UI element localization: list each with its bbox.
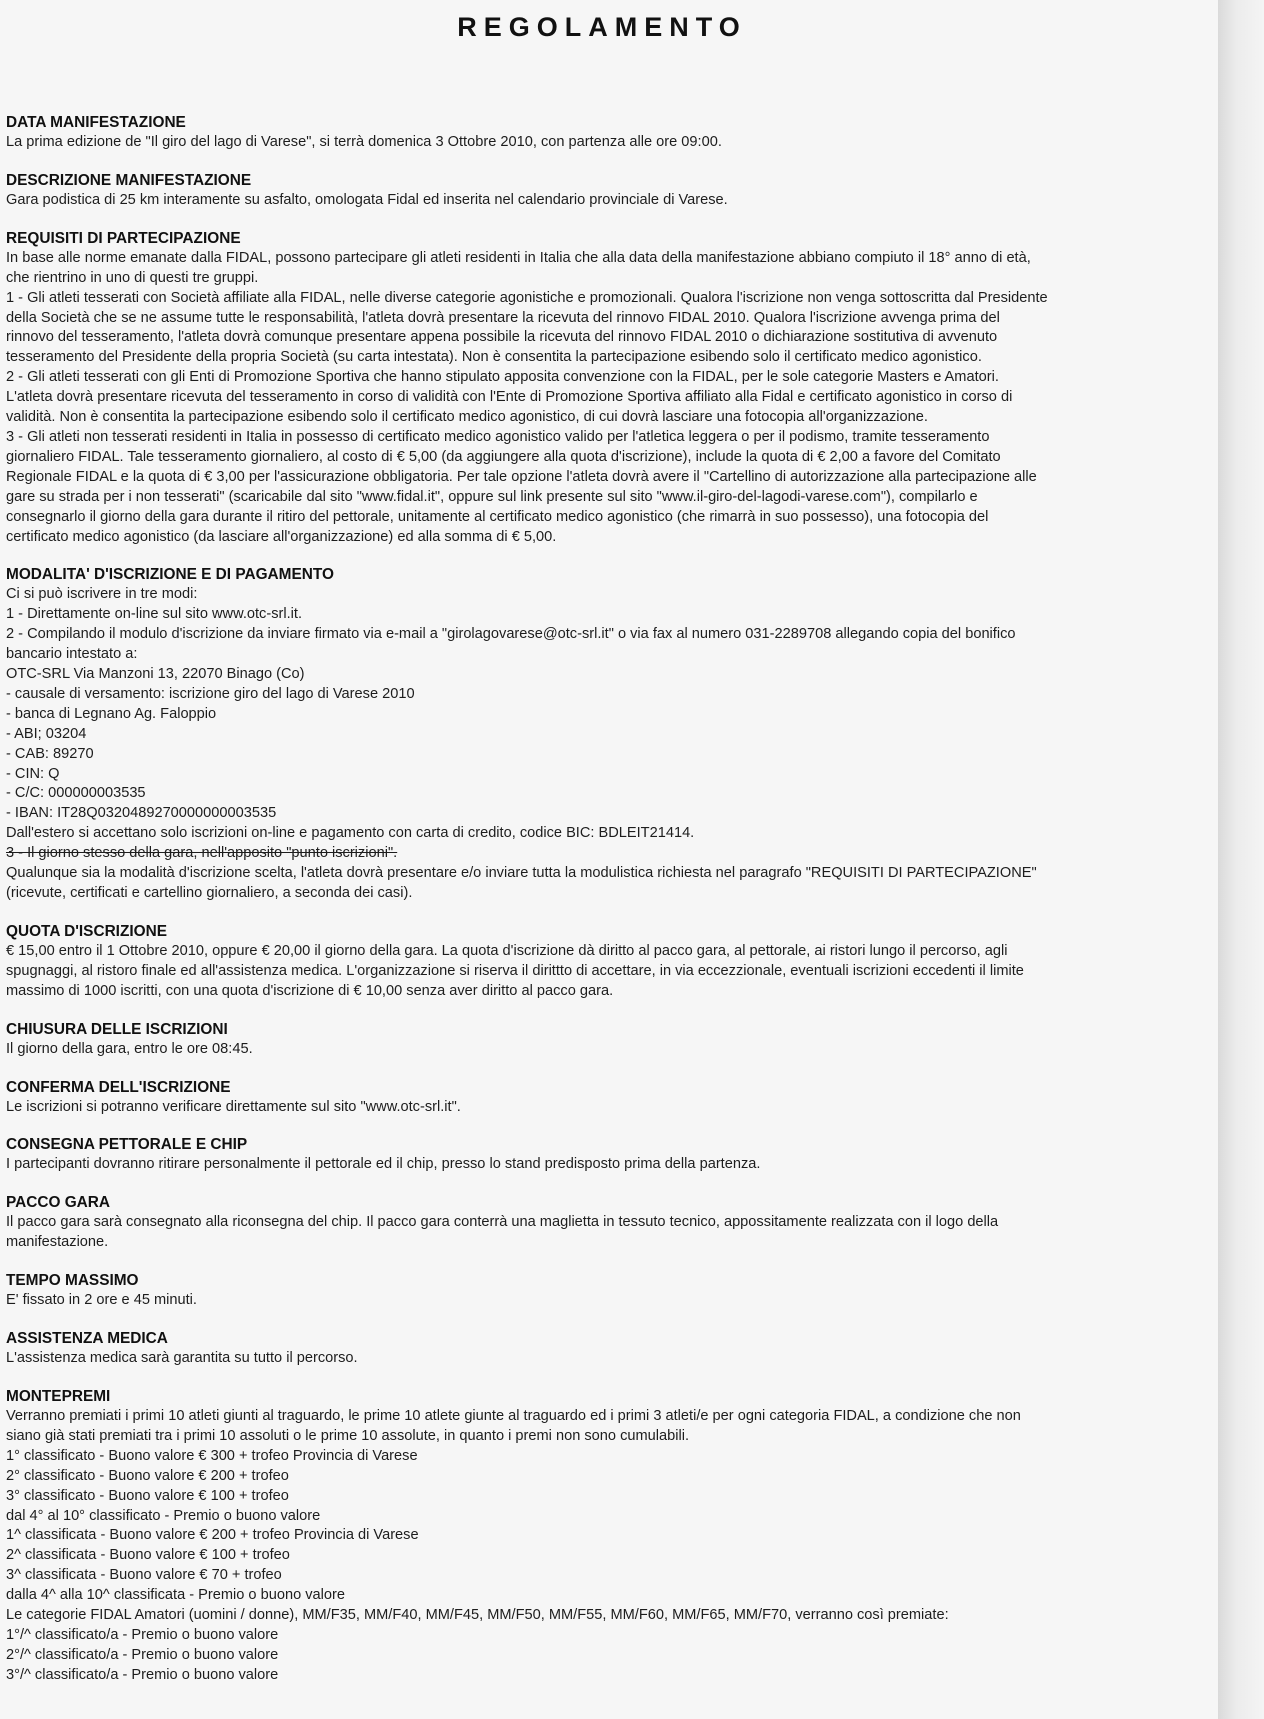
section-line: 3^ classificata - Buono valore € 70 + trofeo (6, 1567, 282, 1584)
document-title: REGOLAMENTO (457, 12, 747, 42)
section-heading: REQUISITI DI PARTECIPAZIONE (6, 229, 241, 247)
section-line: 2 - Compilando il modulo d'iscrizione da inviare firmato via e-mail a "girolagovarese@otc-srl.it" o via fax al numero 031-2289708 allegando copia del bonifico (6, 626, 1016, 643)
section-line: OTC-SRL Via Manzoni 13, 22070 Binago (Co) (6, 666, 305, 683)
section-line: 1° classificato - Buono valore € 300 + trofeo Provincia di Varese (6, 1447, 418, 1464)
section-line: 3 - Il giorno stesso della gara, nell'apposito "punto iscrizioni". (6, 845, 398, 862)
section-line: 3°/^ classificato/a - Premio o buono valore (6, 1666, 279, 1683)
section-line: siano già stati premiati tra i primi 10 assoluti o le prime 10 assolute, in quanto i premi non sono cumulabili. (6, 1427, 690, 1444)
section (6, 922, 1198, 1002)
section-line: 2°/^ classificato/a - Premio o buono valore (6, 1646, 279, 1663)
section-line: Le iscrizioni si potranno verificare direttamente sul sito "www.otc-srl.it". (6, 1098, 461, 1115)
section-line: Il giorno della gara, entro le ore 08:45. (6, 1040, 253, 1057)
section-line: certificato medico agonistico (da lasciare all'organizzazione) ed alla somma di € 5,00. (6, 528, 557, 545)
section-heading: CONSEGNA PETTORALE E CHIP (6, 1136, 248, 1154)
section-line: - banca di Legnano Ag. Faloppio (6, 705, 217, 722)
section-line: Ci si può iscrivere in tre modi: (6, 586, 198, 603)
section-line: - CIN: Q (6, 765, 60, 782)
section (6, 1387, 1198, 1686)
section (6, 1020, 1198, 1060)
section-line: (ricevute, certificati e cartellino giornaliero, a seconda dei casi). (6, 885, 413, 901)
section-line: gare su strada per i non tesserati" (scaricabile dal sito "www.fidal.it", oppure sul link presente sul sito "www.il-giro-del-lagodi-varese.com"), compilarlo e (6, 488, 978, 505)
section (6, 113, 1198, 153)
section-line: dal 4° al 10° classificato - Premio o buono valore (6, 1507, 321, 1524)
section-line: tesseramento del Presidente della propria Società (su carta intestata). Non è consentita la partecipazione esibendo solo il certificato medico agonistico. (6, 349, 982, 366)
section-line: 2^ classificata - Buono valore € 100 + trofeo (6, 1547, 290, 1564)
section-line: bancario intestato a: (6, 646, 138, 663)
section-line: Dall'estero si accettano solo iscrizioni on-line e pagamento con carta di credito, codice BIC: BDLEIT21414. (6, 825, 695, 842)
section (6, 1329, 1198, 1369)
section-line: Gara podistica di 25 km interamente su asfalto, omologata Fidal ed inserita nel calendario provinciale di Varese. (6, 191, 728, 208)
section-line: € 15,00 entro il 1 Ottobre 2010, oppure € 20,00 il giorno della gara. La quota d'iscrizione dà diritto al pacco gara, al pettorale, ai ristori lungo il percorso, agli (6, 942, 1008, 959)
section-heading: PACCO GARA (6, 1194, 111, 1212)
page-edge-shadow (1218, 0, 1264, 1719)
section (6, 229, 1198, 548)
section-line: E' fissato in 2 ore e 45 minuti. (6, 1292, 197, 1309)
section-heading: ASSISTENZA MEDICA (6, 1330, 168, 1348)
section (6, 171, 1198, 211)
section-heading: DATA MANIFESTAZIONE (6, 114, 186, 131)
section-line: Qualunque sia la modalità d'iscrizione scelta, l'atleta dovrà presentare e/o inviare tutta la modulistica richiesta nel paragrafo "REQUISITI DI PARTECIPAZIONE" (6, 865, 1037, 882)
section-line: In base alle norme emanate dalla FIDAL, possono partecipare gli atleti residenti in Italia che alla data della manifestazione abbiano compiuto il 18° anno di età, (6, 249, 1031, 266)
section-line: 1 - Direttamente on-line sul sito www.otc-srl.it. (6, 606, 303, 623)
section-line: 1°/^ classificato/a - Premio o buono valore (6, 1626, 279, 1643)
sections-container (6, 113, 1198, 1686)
section-line: - causale di versamento: iscrizione giro del lago di Varese 2010 (6, 685, 415, 702)
section-line: giornaliero FIDAL. Tale tesseramento giornaliero, al costo di € 5,00 (da aggiungere alla quota d'iscrizione), include la quota di € 2,00 a favore del Comitato (6, 448, 1001, 465)
section-heading: CHIUSURA DELLE ISCRIZIONI (6, 1020, 228, 1038)
section (6, 1135, 1198, 1175)
section-line: validità. Non è consentita la partecipazione esibendo solo il certificato medico agonistico, di cui dovrà lasciare una fotocopia all'organizzazione. (6, 409, 928, 426)
section (6, 1271, 1198, 1311)
section-line: manifestazione. (6, 1234, 109, 1251)
section-line: - C/C: 000000003535 (6, 785, 146, 802)
section-line: 3° classificato - Buono valore € 100 + trofeo (6, 1487, 289, 1504)
section-line: I partecipanti dovranno ritirare personalmente il pettorale ed il chip, presso lo stand predisposto prima della partenza. (6, 1156, 761, 1173)
section-line: dalla 4^ alla 10^ classificata - Premio o buono valore (6, 1587, 345, 1604)
section (6, 1078, 1198, 1118)
section-heading: TEMPO MASSIMO (6, 1272, 139, 1290)
section-heading: MONTEPREMI (6, 1387, 111, 1405)
section-line: - CAB: 89270 (6, 745, 94, 762)
section-line: L'assistenza medica sarà garantita su tutto il percorso. (6, 1350, 358, 1367)
section-line: Regionale FIDAL e la quota di € 3,00 per l'assicurazione obbligatoria. Per tale opzione l'atleta dovrà avere il "Cartellino di autorizzazione alla partecipazione alle (6, 468, 1037, 485)
section-heading: MODALITA' D'ISCRIZIONE E DI PAGAMENTO (6, 566, 334, 584)
section-line: - IBAN: IT28Q0320489270000000003535 (6, 805, 277, 822)
section (6, 565, 1198, 904)
section-line: Le categorie FIDAL Amatori (uomini / donne), MM/F35, MM/F40, MM/F45, MM/F50, MM/F55, MM/F60, MM/F65, MM/F70, verranno così premiate: (6, 1607, 949, 1624)
section-line: 2° classificato - Buono valore € 200 + trofeo (6, 1467, 289, 1484)
section-line: spugnaggi, al ristoro finale ed all'assistenza medica. L'organizzazione si riserva il dirittto di accettare, in via eccezzionale, eventuali iscrizioni eccedenti il limite (6, 962, 1024, 979)
section-heading: CONFERMA DELL'ISCRIZIONE (6, 1078, 231, 1096)
section-line: 1 - Gli atleti tesserati con Società affiliate alla FIDAL, nelle diverse categorie agonistiche e promozionali. Qualora l'iscrizione non venga sottoscritta dal Presidente (6, 289, 1048, 306)
section-line: 3 - Gli atleti non tesserati residenti in Italia in possesso di certificato medico agonistico valido per l'atletica leggera o per il podismo, tramite tesseramento (6, 428, 990, 445)
section-line: 2 - Gli atleti tesserati con gli Enti di Promozione Sportiva che hanno stipulato apposita convenzione con la FIDAL, per le sole categorie Masters e Amatori. (6, 369, 999, 386)
section-line: - ABI; 03204 (6, 725, 87, 742)
section-line: 1^ classificata - Buono valore € 200 + trofeo Provincia di Varese (6, 1527, 419, 1544)
section-line: della Società che se ne assume tutte le responsabilità, l'atleta dovrà presentare la ricevuta del rinnovo FIDAL 2010. Qualora l'iscrizione avvenga prima del (6, 309, 1000, 326)
section-line: che rientrino in uno di questi tre gruppi. (6, 269, 259, 286)
section (6, 1193, 1198, 1253)
section-line: L'atleta dovrà presentare ricevuta del tesseramento in corso di validità con l'Ente di Promozione Sportiva affiliato alla Fidal e certificato agonistico in corso di (6, 389, 1013, 406)
section-line: rinnovo del tesseramento, l'atleta dovrà comunque presentare appena possibile la ricevuta del rinnovo FIDAL 2010 o dichiarazione sostitutiva di avvenuto (6, 329, 998, 346)
section-line: Il pacco gara sarà consegnato alla riconsegna del chip. Il pacco gara conterrà una maglietta in tessuto tecnico, appossitamente realizzata con il logo della (6, 1214, 999, 1231)
section-heading: DESCRIZIONE MANIFESTAZIONE (6, 171, 252, 189)
section-line: massimo di 1000 iscritti, con una quota d'iscrizione di € 10,00 senza aver diritto al pacco gara. (6, 982, 614, 999)
section-heading: QUOTA D'ISCRIZIONE (6, 922, 167, 940)
section-line: La prima edizione de "Il giro del lago di Varese", si terrà domenica 3 Ottobre 2010, con partenza alle ore 09:00. (6, 134, 722, 150)
section-line: Verranno premiati i primi 10 atleti giunti al traguardo, le prime 10 atlete giunte al traguardo ed i primi 3 atleti/e per ogni categoria FIDAL, a condizione che non (6, 1407, 1021, 1424)
section-line: consegnarlo il giorno della gara durante il ritiro del pettorale, unitamente al certificato medico agonistico (che rimarrà in suo possesso), una fotocopia del (6, 508, 989, 525)
